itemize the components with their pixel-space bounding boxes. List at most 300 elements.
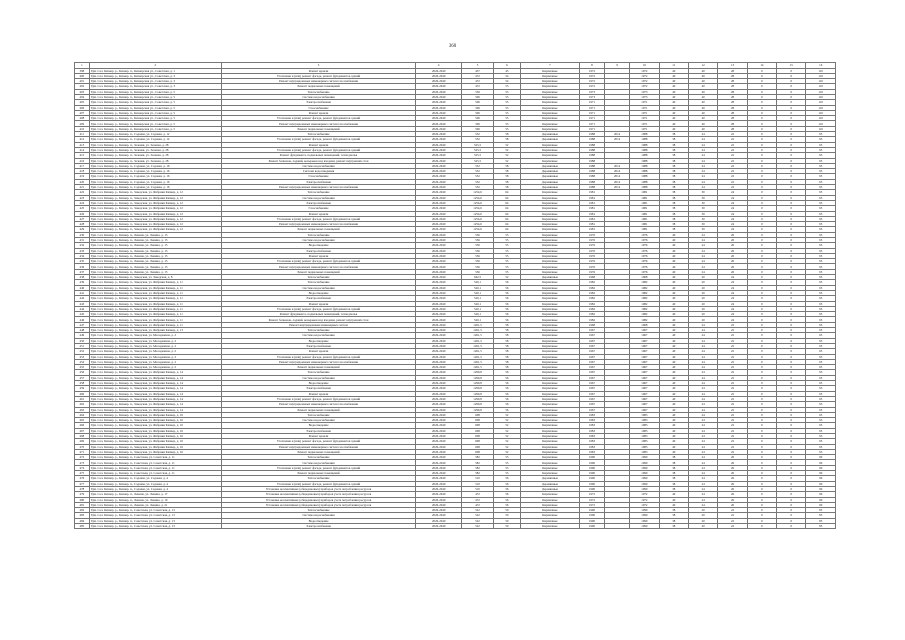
table-cell: 2026-2040 <box>416 211 462 216</box>
table-cell: 1971 <box>579 110 604 115</box>
table-cell: 55 <box>493 232 520 237</box>
table-cell: 95 <box>806 322 836 327</box>
table-cell: 28 <box>718 94 747 99</box>
table-cell: 95 <box>806 428 836 433</box>
table-cell: 40 <box>659 301 688 306</box>
table-cell: 2026-2040 <box>416 386 462 391</box>
table-cell: 22 <box>718 418 747 423</box>
table-cell: 22 <box>718 423 747 428</box>
table-cell: 0 <box>777 439 806 444</box>
table-cell: 95 <box>806 301 836 306</box>
table-cell: 110 <box>806 110 836 115</box>
table-cell: 24 <box>688 396 717 401</box>
table-cell: 40 <box>659 322 688 327</box>
table-cell: 0 <box>747 243 776 248</box>
table-cell: 26 <box>718 481 747 486</box>
table-cell: 38 <box>659 216 688 221</box>
address-cell: Удм. Сел. Кизнер. р., Кизнер. п., Заводская, ул. Фабрики Кизнер, д. 14 <box>89 370 221 375</box>
work-type-cell: Ремонт подвальных помещений <box>221 227 415 232</box>
table-cell: 1967 <box>579 354 604 359</box>
table-cell: 0 <box>777 243 806 248</box>
table-cell: 1983 <box>579 428 604 433</box>
table-cell: 1990 <box>579 508 604 513</box>
table-cell: 506 <box>462 116 493 121</box>
table-cell: 0 <box>747 185 776 190</box>
table-cell: 1990 <box>630 524 659 529</box>
table-cell: 474 <box>75 465 90 470</box>
table-cell: 0 <box>777 312 806 317</box>
address-cell: Удм. Сел. Кизнер. р., Кизнер. п., Заводская, ул. Фабрики Кизнер, д. 11 <box>89 317 221 322</box>
table-cell: 481 <box>75 502 90 507</box>
work-type-cell: Ремонт балконов, лоджий, козырьков над входами, ремонт внутренних стен <box>221 317 415 322</box>
table-cell: Кирпичные <box>521 232 580 237</box>
table-cell: 24 <box>688 243 717 248</box>
table-cell: 95 <box>806 418 836 423</box>
table-cell: 40 <box>659 444 688 449</box>
table-cell: 420 <box>75 179 90 184</box>
table-cell: 56 <box>493 301 520 306</box>
table-cell: 0 <box>747 280 776 285</box>
table-cell: 1967 <box>630 381 659 386</box>
table-cell: 450 <box>75 338 90 343</box>
table-cell: 30 <box>688 206 717 211</box>
table-cell: 2026-2040 <box>416 328 462 333</box>
table-cell: 1990 <box>579 518 604 523</box>
table-cell: 556 <box>462 89 493 94</box>
table-cell: 56 <box>493 396 520 401</box>
table-cell: 1983 <box>630 418 659 423</box>
table-cell: 2014 <box>605 174 630 179</box>
column-header: 11 <box>659 63 688 69</box>
table-cell: 54 <box>493 79 520 84</box>
table-cell: 26 <box>718 264 747 269</box>
table-cell: 52 <box>493 153 520 158</box>
table-cell: Кирпичные <box>521 73 580 78</box>
table-cell: 0 <box>777 354 806 359</box>
table-cell: 58 <box>493 349 520 354</box>
table-cell: 536 <box>462 269 493 274</box>
table-cell: 406 <box>75 105 90 110</box>
table-cell: 1983 <box>579 418 604 423</box>
table-cell: 2026-2040 <box>416 433 462 438</box>
table-cell: 525,5 <box>462 158 493 163</box>
table-cell: 24 <box>688 375 717 380</box>
table-cell: 0 <box>747 211 776 216</box>
column-header: 6 <box>493 63 520 69</box>
address-cell: Удм. Сел. Кизнер. р., Кизнер. п., Садовая, ул. Садовая, д. 4 <box>89 486 221 491</box>
table-cell: 1990 <box>579 481 604 486</box>
table-cell: 403 <box>75 89 90 94</box>
work-type-cell: Ремонт подвальных помещений <box>221 407 415 412</box>
table-cell: 1976 <box>579 248 604 253</box>
table-cell: 1299,8 <box>462 381 493 386</box>
table-cell: 510 <box>462 481 493 486</box>
table-cell: 40 <box>659 433 688 438</box>
table-cell: 58 <box>493 185 520 190</box>
table-cell: 1967 <box>630 349 659 354</box>
table-cell: 1983 <box>630 433 659 438</box>
table-cell: 1967 <box>579 402 604 407</box>
work-type-cell: Утепление и (или) ремонт фасада, ремонт фундаментов зданий <box>221 137 415 142</box>
table-cell: 55 <box>493 105 520 110</box>
table-cell: 26 <box>718 497 747 502</box>
address-cell: Удм. Сел. Кизнер. р., Кизнер. п., Садовая, ул. Садовая, д. 16 <box>89 185 221 190</box>
table-cell: 398 <box>75 68 90 73</box>
table-cell: 0 <box>747 449 776 454</box>
table-cell: 401 <box>75 79 90 84</box>
table-cell: 24 <box>688 338 717 343</box>
table-cell: 2026-2040 <box>416 68 462 73</box>
table-cell: 2026-2040 <box>416 158 462 163</box>
table-cell: 456 <box>75 370 90 375</box>
table-cell: 1967 <box>630 407 659 412</box>
table-cell: 0 <box>747 465 776 470</box>
table-cell: 40 <box>659 105 688 110</box>
table-cell: 22 <box>718 381 747 386</box>
table-cell: 417 <box>75 163 90 168</box>
table-cell: 432 <box>75 243 90 248</box>
table-cell: 55 <box>493 460 520 465</box>
table-cell: 22 <box>718 370 747 375</box>
table-cell: 95 <box>806 174 836 179</box>
table-cell: 1988 <box>630 147 659 152</box>
table-cell: 26 <box>718 492 747 497</box>
table-cell: 0 <box>777 508 806 513</box>
table-cell: 2026-2040 <box>416 132 462 137</box>
table-cell: 0 <box>777 142 806 147</box>
table-cell: 1988 <box>630 153 659 158</box>
table-cell: 2026-2040 <box>416 290 462 295</box>
table-cell: 0 <box>747 79 776 84</box>
table-cell: 22 <box>718 169 747 174</box>
table-cell: 40 <box>659 407 688 412</box>
table-cell: 0 <box>747 524 776 529</box>
table-cell: 525,5 <box>462 153 493 158</box>
table-cell: 0 <box>747 381 776 386</box>
work-type-cell: Ремонт внутридомовых инженерных систем газоснабжения <box>221 402 415 407</box>
table-cell: 2026-2040 <box>416 94 462 99</box>
work-type-cell: Водоотведение <box>221 338 415 343</box>
table-cell: 0 <box>777 264 806 269</box>
table-cell: 0 <box>747 444 776 449</box>
table-cell: 58 <box>493 359 520 364</box>
table-cell: 1988 <box>579 185 604 190</box>
table-cell: 40 <box>659 296 688 301</box>
table-cell: 26 <box>718 238 747 243</box>
table-cell: 55 <box>493 259 520 264</box>
table-cell: 478 <box>75 486 90 491</box>
table-cell: 0 <box>777 301 806 306</box>
table-cell: 2026-2040 <box>416 163 462 168</box>
address-cell: Удм. Сел. Кизнер. р., Кизнер. п., Заводская, ул. Фабрики Кизнер, д. 16 <box>89 433 221 438</box>
program-table <box>74 62 836 529</box>
address-cell: Удм. Сел. Кизнер. р., Кизнер. п., Советская, ул. Советская, д. 13 <box>89 518 221 523</box>
table-cell: 0 <box>777 317 806 322</box>
table-cell: 434 <box>75 253 90 258</box>
table-cell: 0 <box>777 444 806 449</box>
table-cell: 38 <box>659 518 688 523</box>
table-cell: Кирпичные <box>521 407 580 412</box>
table-cell: 2014 <box>605 132 630 137</box>
table-cell: 582 <box>462 460 493 465</box>
column-header: 8 <box>579 63 604 69</box>
column-header: 16 <box>806 63 836 69</box>
table-cell: 40 <box>659 492 688 497</box>
table-cell: 0 <box>747 116 776 121</box>
table-cell: 0 <box>747 396 776 401</box>
table-cell: 24 <box>688 147 717 152</box>
table-cell: 0 <box>777 269 806 274</box>
table-cell: 56 <box>493 492 520 497</box>
table-cell: 2026-2040 <box>416 153 462 158</box>
table-cell: 458 <box>75 381 90 386</box>
table-cell: 2026-2040 <box>416 365 462 370</box>
table-cell: 2026-2040 <box>416 253 462 258</box>
table-cell: 56 <box>493 285 520 290</box>
table-cell: 2026-2040 <box>416 312 462 317</box>
table-cell: 1299,8 <box>462 375 493 380</box>
table-cell: 0 <box>777 449 806 454</box>
table-cell: 40 <box>659 290 688 295</box>
table-cell: 419 <box>75 174 90 179</box>
table-cell: 24 <box>718 317 747 322</box>
table-cell: 421 <box>75 185 90 190</box>
table-cell: 1988 <box>630 179 659 184</box>
address-cell: Удм. Сел. Кизнер. р., Кизнер. п., Кизнерская ул., Советская, д. 5 <box>89 116 221 121</box>
table-cell: 2026-2040 <box>416 418 462 423</box>
table-cell: 95 <box>806 179 836 184</box>
table-cell: Деревянные <box>521 179 580 184</box>
table-cell: 1990 <box>579 460 604 465</box>
table-cell: 472 <box>75 455 90 460</box>
table-cell: 24 <box>688 492 717 497</box>
table-cell: 2026-2040 <box>416 206 462 211</box>
table-cell: 430 <box>75 232 90 237</box>
table-cell: 0 <box>747 153 776 158</box>
table-cell: 0 <box>777 497 806 502</box>
table-cell: 506 <box>462 121 493 126</box>
table-cell: 435 <box>75 259 90 264</box>
table-cell: 0 <box>777 116 806 121</box>
table-cell: 1254,6 <box>462 200 493 205</box>
table-cell: 95 <box>806 391 836 396</box>
table-cell: 1261,5 <box>462 338 493 343</box>
table-cell: 0 <box>747 402 776 407</box>
table-cell: 2026-2040 <box>416 169 462 174</box>
table-cell: 26 <box>718 465 747 470</box>
table-cell: 50 <box>493 524 520 529</box>
table-cell: 1254,6 <box>462 195 493 200</box>
work-type-cell: Электроснабжение <box>221 179 415 184</box>
table-cell: 409 <box>75 121 90 126</box>
table-cell: 608 <box>462 444 493 449</box>
table-cell: 56 <box>493 481 520 486</box>
table-cell: 461 <box>75 396 90 401</box>
table-cell: 40 <box>659 306 688 311</box>
table-cell: 95 <box>806 317 836 322</box>
table-cell: 444 <box>75 306 90 311</box>
table-cell: 58 <box>493 137 520 142</box>
table-cell: 0 <box>777 296 806 301</box>
table-cell: 26 <box>718 269 747 274</box>
table-cell: 40 <box>659 100 688 105</box>
table-cell: 1971 <box>630 121 659 126</box>
table-cell: 0 <box>747 386 776 391</box>
table-cell: 608 <box>462 412 493 417</box>
table-cell: 1981 <box>630 206 659 211</box>
table-cell: Кирпичные <box>521 444 580 449</box>
table-cell: 2026-2040 <box>416 110 462 115</box>
table-cell: 0 <box>777 248 806 253</box>
table-cell: 90 <box>806 481 836 486</box>
table-cell: 56 <box>493 375 520 380</box>
table-cell: 0 <box>777 185 806 190</box>
table-cell: 1988 <box>579 142 604 147</box>
table-cell: 1988 <box>579 153 604 158</box>
table-cell: 95 <box>806 259 836 264</box>
table-cell: Кирпичные <box>521 306 580 311</box>
table-cell: 582 <box>462 465 493 470</box>
work-type-cell: Ремонт подвальных помещений <box>221 471 415 476</box>
table-cell: 1983 <box>579 444 604 449</box>
work-type-cell: Газоснабжение <box>221 105 415 110</box>
table-cell: 38 <box>659 222 688 227</box>
table-cell: 0 <box>747 169 776 174</box>
table-cell: Кирпичные <box>521 322 580 327</box>
table-cell: 40 <box>659 312 688 317</box>
table-cell: 40 <box>688 116 717 121</box>
table-cell: 28 <box>718 84 747 89</box>
table-cell: 1967 <box>579 407 604 412</box>
table-cell: 22 <box>718 513 747 518</box>
table-cell: 2026-2040 <box>416 471 462 476</box>
table-cell: 506 <box>462 94 493 99</box>
table-cell: 2026-2040 <box>416 216 462 221</box>
table-cell: 2026-2040 <box>416 370 462 375</box>
table-cell: 510 <box>462 476 493 481</box>
table-cell: 1967 <box>579 343 604 348</box>
work-type-cell: Теплоснабжение <box>221 508 415 513</box>
table-cell: Кирпичные <box>521 248 580 253</box>
table-cell: 55 <box>493 269 520 274</box>
table-cell: 40 <box>659 418 688 423</box>
table-cell: 64 <box>493 211 520 216</box>
work-type-cell: Теплоснабжение <box>221 280 415 285</box>
table-cell: 1254,6 <box>462 190 493 195</box>
table-cell: 55 <box>493 248 520 253</box>
table-cell: 1972 <box>630 497 659 502</box>
table-cell: 22 <box>718 407 747 412</box>
table-cell: 1988 <box>630 169 659 174</box>
table-cell: 58 <box>493 343 520 348</box>
work-type-cell: Система водоснабжения <box>221 285 415 290</box>
table-cell: 1968 <box>579 275 604 280</box>
table-cell: 0 <box>747 121 776 126</box>
table-cell: Кирпичные <box>521 301 580 306</box>
table-cell: 24 <box>688 370 717 375</box>
table-cell: 95 <box>806 285 836 290</box>
table-cell: 40 <box>659 381 688 386</box>
table-cell: 1972 <box>630 68 659 73</box>
table-cell: Кирпичные <box>521 396 580 401</box>
table-cell: 0 <box>777 110 806 115</box>
table-cell: 0 <box>777 216 806 221</box>
table-cell: 1967 <box>630 328 659 333</box>
address-cell: Удм. Сел. Кизнер. р., Кизнер. п., Заводская, ул. Фабрики Кизнер, д. 14 <box>89 381 221 386</box>
table-cell: 40 <box>659 497 688 502</box>
table-cell: 469 <box>75 439 90 444</box>
table-cell: 1981 <box>630 200 659 205</box>
table-cell: 1971 <box>630 105 659 110</box>
work-type-cell: Утепление и (или) ремонт фасада, ремонт фундаментов зданий <box>221 259 415 264</box>
table-cell: 40 <box>659 79 688 84</box>
table-cell: 40 <box>688 121 717 126</box>
table-cell: 479 <box>75 492 90 497</box>
table-cell: 1982 <box>579 285 604 290</box>
table-cell: 1261,5 <box>462 343 493 348</box>
table-cell: Деревянные <box>521 174 580 179</box>
address-cell: Удм. Сел. Кизнер. р., Кизнер. п., Заводская, ул. Молодежная, д. 2 <box>89 354 221 359</box>
table-cell: 1967 <box>579 338 604 343</box>
table-cell: 38 <box>659 508 688 513</box>
table-cell: 40 <box>659 285 688 290</box>
table-cell: 90 <box>806 492 836 497</box>
table-cell: 400 <box>75 73 90 78</box>
table-cell: 38 <box>659 137 688 142</box>
table-cell: 24 <box>688 386 717 391</box>
table-cell: 2014 <box>605 185 630 190</box>
table-cell: 1976 <box>630 253 659 258</box>
table-cell: 0 <box>747 455 776 460</box>
table-cell: 1988 <box>579 137 604 142</box>
table-cell: 26 <box>718 476 747 481</box>
table-cell: 1976 <box>579 238 604 243</box>
table-cell: Кирпичные <box>521 465 580 470</box>
table-cell: Кирпичные <box>521 200 580 205</box>
table-cell: 22 <box>718 524 747 529</box>
table-cell: 20 <box>688 290 717 295</box>
table-cell: Кирпичные <box>521 158 580 163</box>
table-cell: 0 <box>747 163 776 168</box>
table-cell: 24 <box>688 238 717 243</box>
table-cell: 1261,5 <box>462 365 493 370</box>
table-cell: 0 <box>777 460 806 465</box>
table-cell: Кирпичные <box>521 354 580 359</box>
table-cell: 1976 <box>630 243 659 248</box>
table-cell: 0 <box>747 200 776 205</box>
table-cell: 1972 <box>579 79 604 84</box>
table-cell: 24 <box>688 248 717 253</box>
table-cell: 1967 <box>579 365 604 370</box>
table-cell: 1972 <box>579 497 604 502</box>
table-cell: 1982 <box>630 280 659 285</box>
work-type-cell: Установка коллективных (общедомовых) приборов учета потребления ресурсов <box>221 486 415 491</box>
table-cell: 1976 <box>579 264 604 269</box>
table-cell: 0 <box>747 317 776 322</box>
table-cell: 90 <box>806 497 836 502</box>
table-cell: 2026-2040 <box>416 248 462 253</box>
table-cell: 1299,8 <box>462 407 493 412</box>
table-cell: 38 <box>659 481 688 486</box>
work-type-cell: Ремонт подвальных помещений <box>221 449 415 454</box>
table-cell: 439 <box>75 280 90 285</box>
address-cell: Удм. Сел. Кизнер. р., Кизнер. п., Заводская, ул. Фабрики Кизнер, д. 11 <box>89 306 221 311</box>
table-cell: 0 <box>777 396 806 401</box>
table-cell: 0 <box>747 328 776 333</box>
table-cell: 1967 <box>579 359 604 364</box>
table-cell: 433 <box>75 248 90 253</box>
table-cell: 20 <box>688 518 717 523</box>
